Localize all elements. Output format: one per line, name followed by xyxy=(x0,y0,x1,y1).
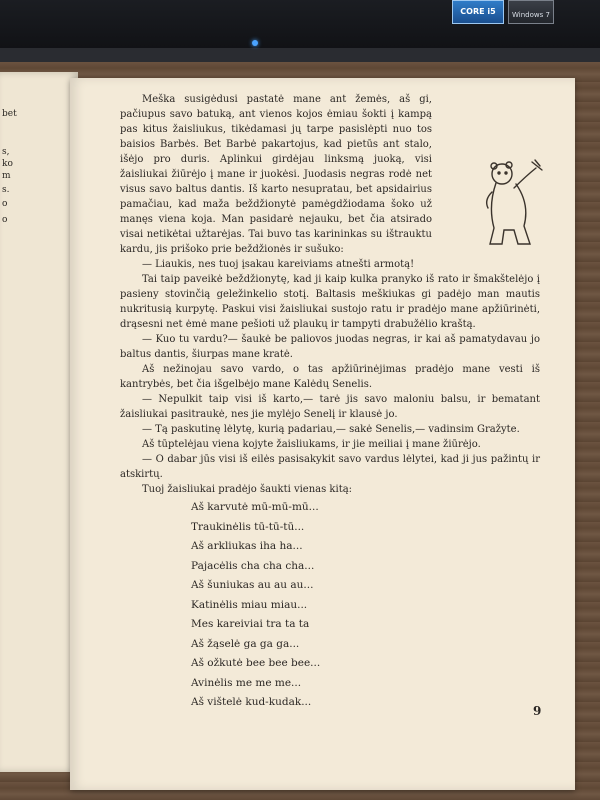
paragraph: — Kuo tu vardu?— šaukė be paliovos juodas negras, ir kai aš pamatydavau jo baltus dantis, šiurpas mane kratė. xyxy=(120,334,540,360)
poem-line: Katinėlis miau miau... xyxy=(191,598,308,611)
paragraph: Aš nežinojau savo vardo, o tas apžiūrinėjimas pradėjo mane vesti iš kantrybės, bet čia išgelbėjo mane Kalėdų Senelis. xyxy=(120,364,540,390)
left-page-fragment: m xyxy=(2,171,11,181)
paragraph: — O dabar jūs visi iš eilės pasisakykit savo vardus lėlytei, kad ji jus pažintų ir atskirtų. xyxy=(120,454,540,480)
poem xyxy=(191,498,320,713)
left-page-fragment: ko xyxy=(2,159,13,169)
paragraph: Aš tūptelėjau viena kojyte žaisliukams, ir jie meiliai į mane žiūrėjo. xyxy=(142,439,481,450)
book-page xyxy=(70,78,575,790)
poem-line: Aš arkliukas iha ha... xyxy=(191,540,303,552)
paragraph: Tuoj žaisliukai pradėjo šaukti vienas kitą: xyxy=(142,484,353,495)
power-led-icon xyxy=(252,40,258,46)
left-page-fragment: o xyxy=(2,199,8,209)
poem-line: Aš žąselė ga ga ga... xyxy=(191,637,300,650)
left-page-fragment: s. xyxy=(2,185,10,195)
page-text xyxy=(120,92,540,497)
paragraph: Meška susigėdusi pastatė mane ant žemės, aš gi, pačiupus savo batuką, ant vienos kojos ėmiau šokti į kampą pas kitus žaisliukus, tikėdamasi jų tarpe pasislėpti nuo tos baisios Barbės. Bet Barbė pakartojus, kad pietūs ant stalo, išėjo pro duris. Aplinkui girdėjau linksmą juoką, visi žaisliukai žiūrėjo į mane ir juokėsi. Juodasis negras rodė net visus savo baltus dantis. Iš karto nesupratau, bet apsidairius pamačiau, kad maža beždžionytė pamėgdžiodama šoko už manęs viena koja. Man pasidarė nejauku, bet čia atsirado visai netikėtai užtarėjas. Tai buvo tas karininkas su ištrauktu kardu, jis prišoko prie beždžionės ir sušuko: xyxy=(120,94,432,255)
intel-core-sticker: CORE i5 xyxy=(452,0,504,24)
poem-line: Aš ožkutė bee bee bee... xyxy=(191,657,321,669)
paragraph: Tai taip paveikė beždžionytę, kad ji kaip kulka pranyko iš rato ir šmakštelėjo į pasieny stovinčią geležinkelio stotį. Baltasis meškiukas gi padėjo man mautis nukritusią kurpytę. Paskui visi žaisliukai sustojo ratu ir pradėjo mane apžiūrinėti, drąsesni net ėmė mane pešioti už plaukų ir tampyti drabužėlio kraštą. xyxy=(120,274,540,330)
left-page xyxy=(0,72,78,772)
page-number: 9 xyxy=(533,704,542,718)
left-page-fragment: o xyxy=(2,215,8,225)
laptop-hinge xyxy=(0,48,600,62)
paragraph: — Tą paskutinę lėlytę, kurią padariau,— sakė Senelis,— vadinsim Gražyte. xyxy=(142,424,520,435)
poem-line: Mes kareiviai tra ta ta xyxy=(191,618,310,630)
left-page-fragment: bet xyxy=(2,109,17,119)
poem-line: Aš karvutė mū-mū-mū... xyxy=(191,501,319,513)
windows-sticker: Windows 7 xyxy=(508,0,554,24)
poem-line: Aš vištelė kud-kudak... xyxy=(191,696,312,708)
poem-line: Aš šuniukas au au au... xyxy=(191,579,314,591)
poem-line: Traukinėlis tū-tū-tū... xyxy=(191,520,305,533)
left-page-fragment: s, xyxy=(2,147,10,157)
paragraph: — Nepulkit taip visi iš karto,— tarė jis savo maloniu balsu, ir bematant žaisliukai pasitraukė, nes jie mylėjo Senelį ir klausė jo. xyxy=(120,394,540,420)
poem-line: Pajacėlis cha cha cha... xyxy=(191,559,315,572)
poem-line: Avinėlis me me me... xyxy=(191,676,302,689)
paragraph: — Liaukis, nes tuoj įsakau kareiviams atnešti armotą! xyxy=(142,259,415,270)
laptop-base xyxy=(0,0,600,62)
